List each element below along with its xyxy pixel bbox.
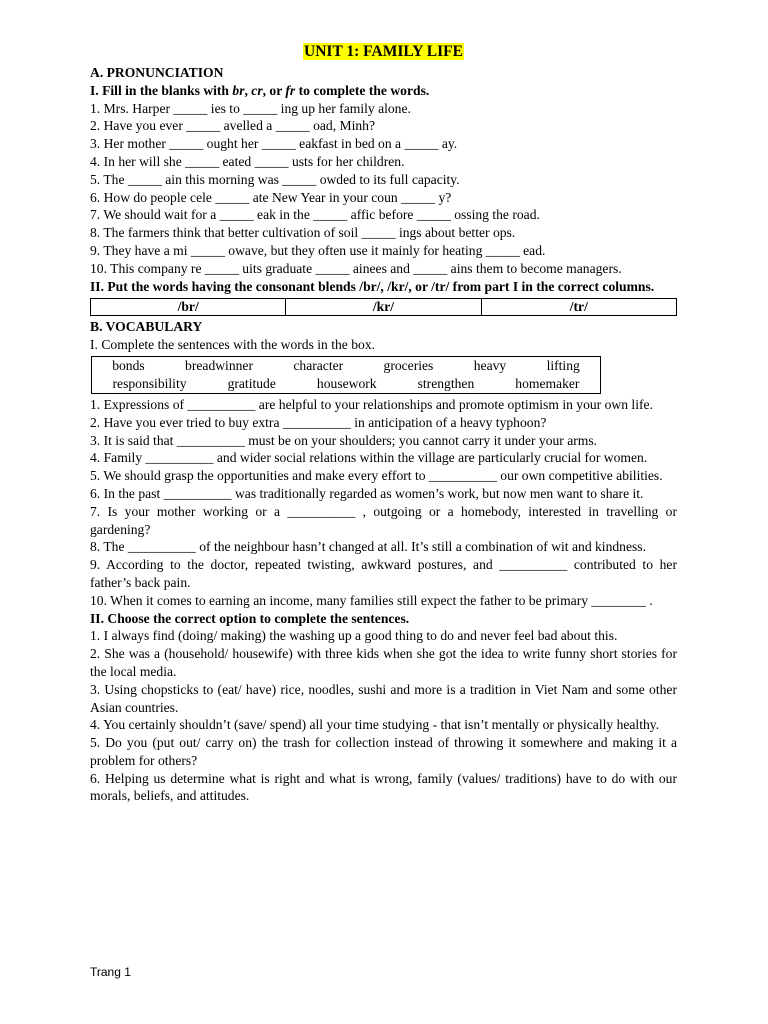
section-b-part2-items xyxy=(90,627,677,805)
instr-c2: , or xyxy=(262,82,286,98)
list-item: 4. Family __________ and wider social relations within the village are particularly crucial for women. xyxy=(90,450,648,466)
word: gratitude xyxy=(227,375,276,391)
list-item: 4. In her will she _____ eated _____ usts for her children. xyxy=(90,153,405,169)
list-item: 3. Using chopsticks to (eat/ have) rice, noodles, sushi and more is a tradition in Viet Nam and some other Asian countries. xyxy=(90,681,677,715)
section-b-instruction: I. Complete the sentences with the words in the box. xyxy=(90,337,376,353)
section-a-instruction xyxy=(90,82,677,100)
list-item: 10. When it comes to earning an income, many families still expect the father to be primary ________ . xyxy=(90,592,653,608)
word-box xyxy=(91,356,601,394)
page-footer: Trang 1 xyxy=(90,965,131,979)
blend-br: br xyxy=(232,82,245,98)
word-box-row-2 xyxy=(92,375,600,393)
column-br: /br/ xyxy=(91,299,286,315)
list-item: 8. The farmers think that better cultivation of soil _____ ings about better ops. xyxy=(90,225,516,241)
list-item: 1. Mrs. Harper _____ ies to _____ ing up her family alone. xyxy=(90,100,411,116)
blend-fr: fr xyxy=(285,82,296,98)
list-item: 6. How do people cele _____ ate New Year in your coun _____ y? xyxy=(90,189,452,205)
section-a-heading: A. PRONUNCIATION xyxy=(90,65,224,80)
list-item: 5. We should grasp the opportunities and make every effort to __________ our own competitive abilities. xyxy=(90,468,663,484)
section-a-part2-instruction: II. Put the words having the consonant blends /br/, /kr/, or /tr/ from part I in the correct columns. xyxy=(90,278,655,294)
list-item: 3. Her mother _____ ought her _____ eakfast in bed on a _____ ay. xyxy=(90,136,458,152)
word: responsibility xyxy=(112,375,187,391)
list-item: 1. Expressions of __________ are helpful to your relationships and promote optimism in your own life. xyxy=(90,396,653,412)
section-a-items xyxy=(90,100,677,278)
list-item: 6. In the past __________ was traditionally regarded as women’s work, but now men want to share it. xyxy=(90,485,644,501)
title-wrap xyxy=(90,42,677,62)
list-item: 7. We should wait for a _____ eak in the _____ affic before _____ ossing the road. xyxy=(90,207,540,223)
list-item: 5. Do you (put out/ carry on) the trash for collection instead of throwing it somewhere and making it a problem for others? xyxy=(90,735,677,768)
column-kr: /kr/ xyxy=(286,299,481,315)
list-item: 2. Have you ever _____ avelled a _____ oad, Minh? xyxy=(90,118,376,134)
word: housework xyxy=(316,375,377,391)
document-page xyxy=(90,42,677,805)
word: homemaker xyxy=(515,375,580,391)
section-b-heading: B. VOCABULARY xyxy=(90,319,203,335)
list-item: 10. This company re _____ uits graduate _____ ainees and _____ ains them to become managers. xyxy=(90,260,622,276)
instr-pre: I. Fill in the blanks with xyxy=(90,82,233,98)
list-item: 5. The _____ ain this morning was _____ owded to its full capacity. xyxy=(90,171,460,187)
list-item: 2. She was a (household/ housewife) with three kids when she got the idea to write funny short stories for the local media. xyxy=(90,646,677,679)
word: bonds xyxy=(112,357,145,373)
word: breadwinner xyxy=(185,357,253,373)
list-item: 9. They have a mi _____ owave, but they often use it mainly for heating _____ ead. xyxy=(90,242,546,258)
list-item: 8. The __________ of the neighbour hasn’t changed at all. It’s still a combination of wit and kindness. xyxy=(90,539,646,555)
word: heavy xyxy=(473,357,507,373)
instr-c1: , xyxy=(244,82,252,98)
section-b-items xyxy=(90,396,677,610)
list-item: 4. You certainly shouldn’t (save/ spend) all your time studying - that isn’t mentally or physically healthy. xyxy=(90,717,660,733)
blend-columns-table xyxy=(90,298,677,316)
list-item: 2. Have you ever tried to buy extra __________ in anticipation of a heavy typhoon? xyxy=(90,414,547,430)
word: groceries xyxy=(383,357,434,373)
list-item: 6. Helping us determine what is right and what is wrong, family (values/ traditions) have to do with our morals, beliefs, and attitudes. xyxy=(90,770,677,804)
list-item: 1. I always find (doing/ making) the washing up a good thing to do and never feel bad about this. xyxy=(90,628,618,644)
word: lifting xyxy=(546,357,580,373)
column-tr: /tr/ xyxy=(569,299,588,315)
list-item: 7. Is your mother working or a __________ , outgoing or a homebody, interested in travelling or gardening? xyxy=(90,503,677,537)
word: strengthen xyxy=(417,375,475,391)
instr-post: to complete the words. xyxy=(295,82,430,98)
word-box-row-1 xyxy=(92,357,600,375)
unit-title: UNIT 1: FAMILY LIFE xyxy=(304,43,463,60)
list-item: 9. According to the doctor, repeated twisting, awkward postures, and __________ contributed to her father’s back pain. xyxy=(90,557,677,590)
word: character xyxy=(293,357,344,373)
blend-cr: cr xyxy=(251,82,263,98)
list-item: 3. It is said that __________ must be on your shoulders; you cannot carry it under your arms. xyxy=(90,432,598,448)
section-b-part2-instruction: II. Choose the correct option to complete the sentences. xyxy=(90,610,410,626)
